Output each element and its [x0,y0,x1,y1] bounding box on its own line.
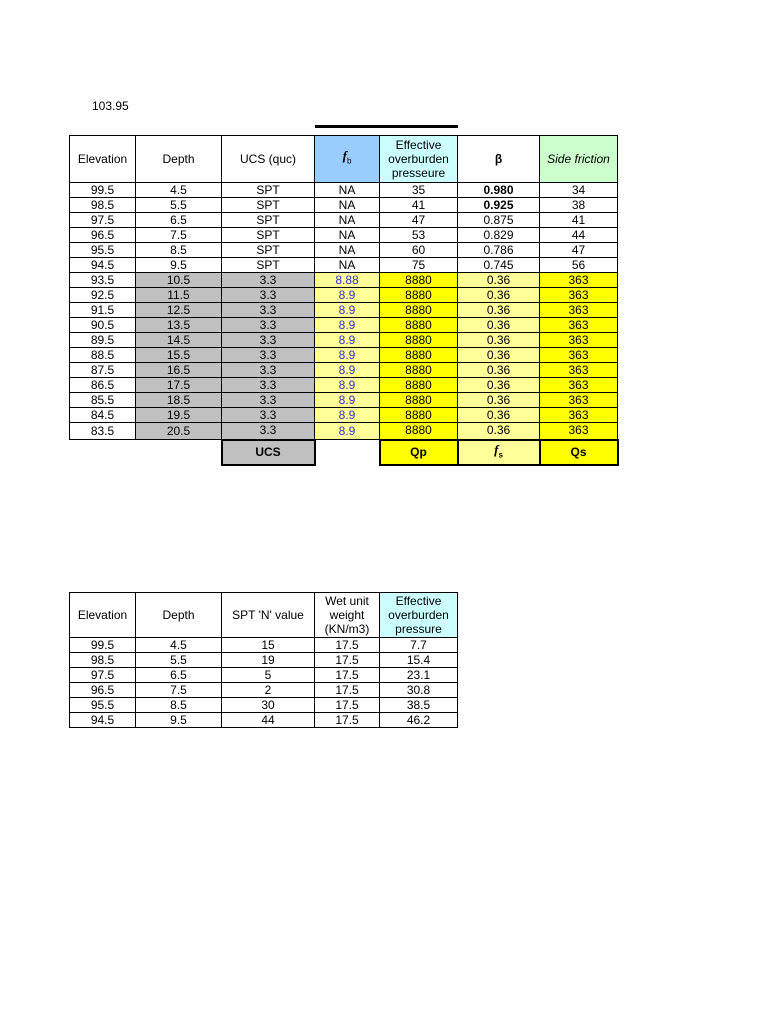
cell-ucs: 3.3 [222,288,315,303]
cell-depth: 7.5 [136,683,222,698]
table-row [70,638,458,653]
table-row [70,698,458,713]
cell-fb: NA [315,228,380,243]
cell-depth: 7.5 [136,228,222,243]
cell-fb: 8.9 [315,378,380,393]
cell-wet-unit-weight: 17.5 [315,683,380,698]
cell-depth: 11.5 [136,288,222,303]
cell-wet-unit-weight: 17.5 [315,713,380,728]
header-fb [315,136,380,183]
cell-elevation: 99.5 [70,638,136,653]
cell-effective-overburden: 30.8 [380,683,458,698]
table-row [70,333,618,348]
cell-side-friction: 363 [540,408,618,423]
cell-depth: 16.5 [136,363,222,378]
cell-depth: 10.5 [136,273,222,288]
table-row [70,318,618,333]
cell-fb: 8.88 [315,273,380,288]
cell-effective-overburden: 38.5 [380,698,458,713]
table-row [70,668,458,683]
cell-effective-overburden: 8880 [380,348,458,363]
cell-elevation: 92.5 [70,288,136,303]
cell-depth: 6.5 [136,668,222,683]
cell-side-friction: 34 [540,183,618,198]
fs-subscript: s [498,449,503,459]
table-row [70,198,618,213]
cell-elevation: 88.5 [70,348,136,363]
cell-side-friction: 363 [540,378,618,393]
cell-elevation: 83.5 [70,423,136,440]
cell-wet-unit-weight: 17.5 [315,698,380,713]
table-row [70,243,618,258]
cell-wet-unit-weight: 17.5 [315,653,380,668]
cell-ucs: 3.3 [222,363,315,378]
cell-effective-overburden: 8880 [380,318,458,333]
table-row [70,408,618,423]
footer-empty [315,440,380,465]
cell-effective-overburden: 8880 [380,363,458,378]
header-wet-unit-weight: Wet unit weight (KN/m3) [315,593,380,638]
header-divider-line [315,125,458,128]
cell-elevation: 84.5 [70,408,136,423]
cell-effective-overburden: 7.7 [380,638,458,653]
cell-depth: 13.5 [136,318,222,333]
cell-effective-overburden: 41 [380,198,458,213]
cell-elevation: 96.5 [70,683,136,698]
footer-empty [70,440,136,465]
header-spt-n-value: SPT 'N' value [222,593,315,638]
cell-beta: 0.36 [458,318,540,333]
cell-fb: 8.9 [315,318,380,333]
cell-beta: 0.745 [458,258,540,273]
cell-elevation: 97.5 [70,213,136,228]
cell-ucs: SPT [222,213,315,228]
cell-ucs: SPT [222,258,315,273]
cell-beta: 0.925 [458,198,540,213]
cell-effective-overburden: 35 [380,183,458,198]
spt-overburden-table [69,592,458,728]
cell-spt-n-value: 44 [222,713,315,728]
cell-spt-n-value: 19 [222,653,315,668]
cell-depth: 4.5 [136,183,222,198]
table-row [70,653,458,668]
cell-beta: 0.36 [458,423,540,440]
table-row [70,213,618,228]
cell-fb: 8.9 [315,363,380,378]
cell-depth: 6.5 [136,213,222,228]
cell-beta: 0.875 [458,213,540,228]
cell-effective-overburden: 53 [380,228,458,243]
cell-effective-overburden: 8880 [380,423,458,440]
cell-depth: 5.5 [136,198,222,213]
cell-depth: 20.5 [136,423,222,440]
cell-beta: 0.36 [458,348,540,363]
cell-ucs: 3.3 [222,348,315,363]
fb-subscript: b [346,156,352,166]
cell-side-friction: 363 [540,363,618,378]
cell-beta: 0.980 [458,183,540,198]
cell-depth: 4.5 [136,638,222,653]
header-ucs: UCS (quc) [222,136,315,183]
table-row [70,393,618,408]
cell-effective-overburden: 8880 [380,378,458,393]
cell-elevation: 95.5 [70,243,136,258]
cell-effective-overburden: 8880 [380,288,458,303]
cell-beta: 0.36 [458,333,540,348]
cell-depth: 18.5 [136,393,222,408]
cell-depth: 19.5 [136,408,222,423]
footer-fs-label [458,440,540,465]
cell-depth: 9.5 [136,258,222,273]
table-row [70,273,618,288]
cell-side-friction: 56 [540,258,618,273]
cell-effective-overburden: 75 [380,258,458,273]
table-row [70,378,618,393]
cell-depth: 17.5 [136,378,222,393]
cell-side-friction: 363 [540,273,618,288]
cell-depth: 8.5 [136,243,222,258]
cell-fb: 8.9 [315,303,380,318]
cell-ucs: SPT [222,243,315,258]
cell-spt-n-value: 5 [222,668,315,683]
cell-side-friction: 47 [540,243,618,258]
table-row [70,348,618,363]
cell-ucs: 3.3 [222,378,315,393]
cell-spt-n-value: 15 [222,638,315,653]
table-row [70,423,618,440]
cell-fb: NA [315,183,380,198]
table-row [70,258,618,273]
cell-side-friction: 363 [540,393,618,408]
cell-side-friction: 363 [540,423,618,440]
cell-spt-n-value: 2 [222,683,315,698]
cell-elevation: 98.5 [70,653,136,668]
cell-effective-overburden: 8880 [380,333,458,348]
cell-ucs: SPT [222,198,315,213]
cell-elevation: 89.5 [70,333,136,348]
cell-side-friction: 38 [540,198,618,213]
header-side-friction: Side friction [540,136,618,183]
cell-effective-overburden: 8880 [380,393,458,408]
cell-wet-unit-weight: 17.5 [315,638,380,653]
cell-fb: NA [315,243,380,258]
cell-ucs: 3.3 [222,273,315,288]
table-row [70,288,618,303]
fb-symbol: f [342,148,347,164]
cell-elevation: 94.5 [70,713,136,728]
cell-elevation: 94.5 [70,258,136,273]
cell-beta: 0.786 [458,243,540,258]
cell-effective-overburden: 8880 [380,303,458,318]
cell-elevation: 85.5 [70,393,136,408]
table1-footer-row [70,440,618,465]
table-row [70,303,618,318]
cell-beta: 0.36 [458,378,540,393]
cell-elevation: 99.5 [70,183,136,198]
cell-fb: 8.9 [315,393,380,408]
cell-fb: 8.9 [315,288,380,303]
reference-elevation: 103.95 [92,99,129,113]
cell-elevation: 90.5 [70,318,136,333]
cell-depth: 14.5 [136,333,222,348]
cell-depth: 8.5 [136,698,222,713]
cell-ucs: SPT [222,228,315,243]
cell-ucs: 3.3 [222,423,315,440]
cell-effective-overburden: 23.1 [380,668,458,683]
footer-ucs-label: UCS [222,440,315,465]
cell-beta: 0.36 [458,273,540,288]
cell-beta: 0.36 [458,393,540,408]
cell-beta: 0.36 [458,363,540,378]
cell-ucs: 3.3 [222,333,315,348]
cell-fb: 8.9 [315,348,380,363]
cell-elevation: 86.5 [70,378,136,393]
cell-side-friction: 363 [540,303,618,318]
cell-elevation: 97.5 [70,668,136,683]
header-effective-overburden: Effective overburden presseure [380,136,458,183]
cell-fb: NA [315,213,380,228]
cell-wet-unit-weight: 17.5 [315,668,380,683]
header-depth: Depth [136,593,222,638]
header-beta: β [458,136,540,183]
fs-symbol: f [494,441,499,457]
cell-elevation: 93.5 [70,273,136,288]
cell-beta: 0.36 [458,288,540,303]
cell-ucs: 3.3 [222,318,315,333]
cell-spt-n-value: 30 [222,698,315,713]
table1-body [70,183,618,440]
cell-effective-overburden: 47 [380,213,458,228]
cell-fb: NA [315,198,380,213]
cell-fb: NA [315,258,380,273]
footer-qs-label: Qs [540,440,618,465]
cell-elevation: 91.5 [70,303,136,318]
header-elevation: Elevation [70,593,136,638]
cell-depth: 5.5 [136,653,222,668]
cell-depth: 15.5 [136,348,222,363]
table-row [70,363,618,378]
cell-effective-overburden: 8880 [380,408,458,423]
cell-effective-overburden: 15.4 [380,653,458,668]
cell-elevation: 98.5 [70,198,136,213]
cell-fb: 8.9 [315,333,380,348]
cell-side-friction: 363 [540,318,618,333]
cell-ucs: 3.3 [222,393,315,408]
cell-beta: 0.36 [458,408,540,423]
cell-fb: 8.9 [315,423,380,440]
cell-side-friction: 41 [540,213,618,228]
header-effective-overburden: Effective overburden pressure [380,593,458,638]
cell-ucs: 3.3 [222,303,315,318]
cell-fb: 8.9 [315,408,380,423]
cell-beta: 0.36 [458,303,540,318]
cell-beta: 0.829 [458,228,540,243]
cell-effective-overburden: 46.2 [380,713,458,728]
table-row [70,228,618,243]
cell-elevation: 87.5 [70,363,136,378]
cell-elevation: 96.5 [70,228,136,243]
cell-effective-overburden: 8880 [380,273,458,288]
table1-header-row [70,136,618,183]
table2-header-row [70,593,458,638]
cell-depth: 12.5 [136,303,222,318]
cell-effective-overburden: 60 [380,243,458,258]
table-row [70,683,458,698]
cell-depth: 9.5 [136,713,222,728]
table-row [70,713,458,728]
cell-side-friction: 44 [540,228,618,243]
cell-ucs: 3.3 [222,408,315,423]
cell-side-friction: 363 [540,288,618,303]
pile-capacity-table [69,135,619,466]
table2-body [70,638,458,728]
table-row [70,183,618,198]
cell-elevation: 95.5 [70,698,136,713]
header-elevation: Elevation [70,136,136,183]
footer-qp-label: Qp [380,440,458,465]
cell-side-friction: 363 [540,348,618,363]
header-depth: Depth [136,136,222,183]
footer-empty [136,440,222,465]
cell-ucs: SPT [222,183,315,198]
cell-side-friction: 363 [540,333,618,348]
